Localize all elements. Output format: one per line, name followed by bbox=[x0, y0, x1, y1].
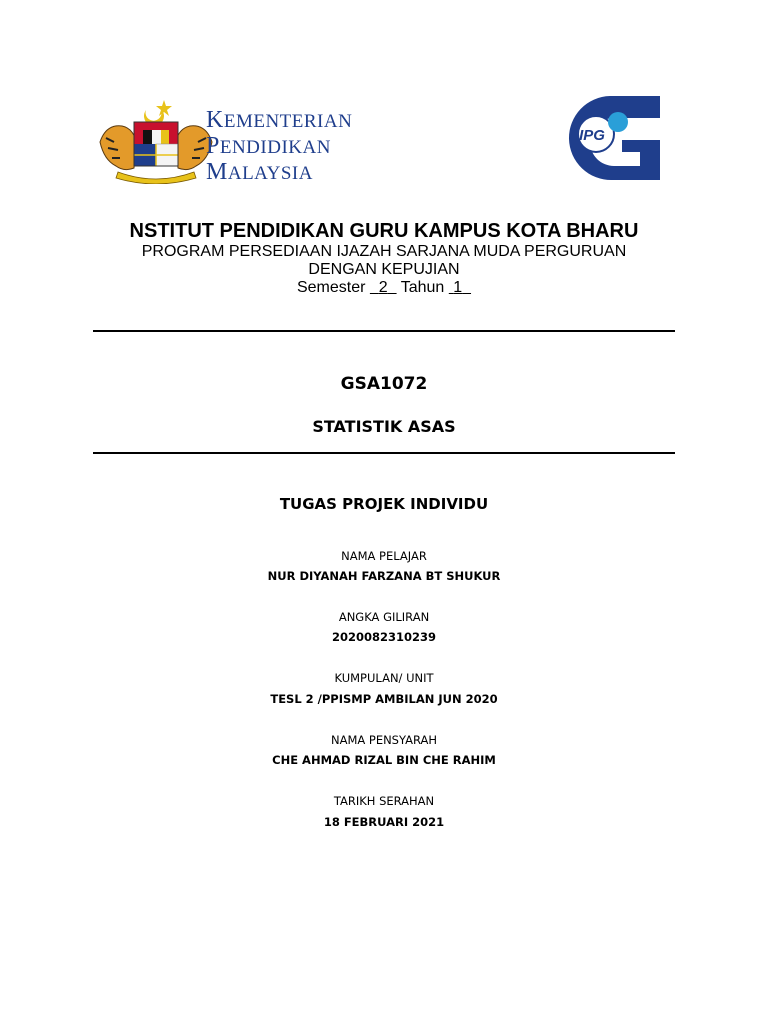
group-unit-label: KUMPULAN/ UNIT bbox=[334, 671, 434, 685]
lecturer-name-value: CHE AHMAD RIZAL BIN CHE RAHIM bbox=[272, 753, 496, 767]
lecturer-name-label: NAMA PENSYARAH bbox=[330, 733, 438, 747]
ministry-line-1: KEMENTERIAN bbox=[206, 107, 353, 133]
program-name bbox=[0, 243, 768, 279]
divider-top bbox=[93, 330, 675, 332]
submission-date-label: TARIKH SERAHAN bbox=[333, 794, 435, 808]
year-label: Tahun bbox=[400, 279, 445, 296]
ministry-line-3: MALAYSIA bbox=[206, 159, 313, 185]
ministry-line-2: PENDIDIKAN bbox=[206, 133, 331, 159]
institute-name: NSTITUT PENDIDIKAN GURU KAMPUS KOTA BHARU bbox=[129, 220, 639, 242]
student-name-label: NAMA PELAJAR bbox=[341, 549, 427, 563]
semester-value: 2 bbox=[378, 279, 388, 296]
index-number-label: ANGKA GILIRAN bbox=[338, 610, 430, 624]
semester-year bbox=[0, 279, 768, 297]
course-name: STATISTIK ASAS bbox=[312, 417, 456, 436]
ministry-name bbox=[206, 108, 352, 186]
ipg-logo-text: IPG bbox=[579, 127, 605, 144]
program-line-1: PROGRAM PERSEDIAAN IJAZAH SARJANA MUDA PERGURUAN bbox=[141, 243, 627, 260]
semester-label: Semester bbox=[296, 279, 366, 296]
submission-date-value: 18 FEBRUARI 2021 bbox=[323, 815, 445, 829]
student-name-value: NUR DIYANAH FARZANA BT SHUKUR bbox=[267, 569, 501, 583]
malaysia-coat-of-arms-icon bbox=[94, 98, 218, 184]
assignment-title: TUGAS PROJEK INDIVIDU bbox=[279, 495, 489, 513]
group-unit-value: TESL 2 /PPISMP AMBILAN JUN 2020 bbox=[270, 692, 498, 706]
year-value: 1 bbox=[453, 279, 463, 296]
index-number-value: 2020082310239 bbox=[331, 630, 437, 644]
program-line-2: DENGAN KEPUJIAN bbox=[308, 261, 460, 278]
divider-bottom bbox=[93, 452, 675, 454]
logo-bar bbox=[0, 88, 768, 188]
course-code: GSA1072 bbox=[340, 374, 428, 394]
ipg-logo-icon bbox=[556, 92, 664, 182]
